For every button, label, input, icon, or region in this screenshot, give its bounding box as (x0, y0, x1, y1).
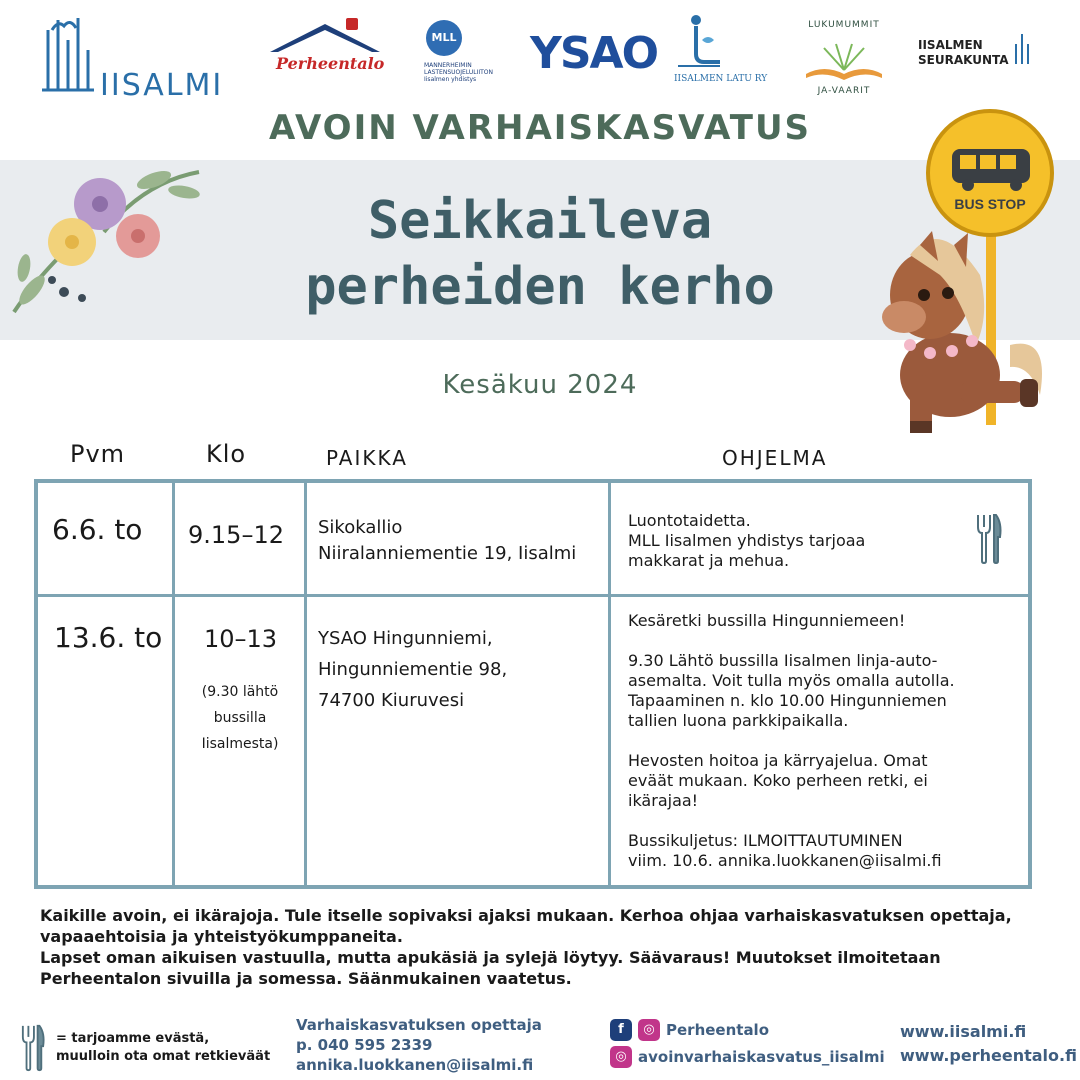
row2-time-note (182, 679, 298, 757)
iisalmi-logo-text: IISALMI (100, 68, 224, 103)
event-title-line1: Seikkaileva (367, 191, 713, 251)
schedule-table (34, 479, 1032, 889)
lukumummit-top-text: LUKUMUMMIT (808, 20, 880, 30)
ysao-logo: YSAO (530, 28, 658, 79)
contact-role: Varhaiskasvatuksen opettaja (296, 1016, 542, 1034)
flowers-decoration-icon (4, 152, 204, 332)
row2-program (628, 611, 1018, 871)
iisalmi-emblem-icon (38, 10, 98, 98)
event-month: Kesäkuu 2024 (442, 370, 638, 400)
row2-program-p3: Hevosten hoitoa ja kärryajelua. Omat eväät mukaan. Koko perheen retki, ei ikärajaa! (628, 751, 928, 810)
seurakunta-logo (918, 36, 1038, 76)
skier-icon (668, 10, 728, 72)
mll-circle: MLL (426, 20, 462, 56)
row1-place (318, 515, 576, 567)
table-divider (38, 594, 1028, 597)
contact-email[interactable]: annika.luokkanen@iisalmi.fi (296, 1056, 534, 1074)
legend-line1: = tarjoamme evästä, (56, 1031, 210, 1046)
column-header-pvm: Pvm (70, 440, 126, 468)
row2-time: 10–13 (204, 625, 278, 653)
perheentalo-logo-text: Perheentalo (276, 54, 385, 73)
mll-logo (420, 16, 520, 86)
web-link-iisalmi[interactable]: www.iisalmi.fi (900, 1022, 1027, 1041)
row2-date: 13.6. to (54, 621, 163, 654)
legend (56, 1030, 270, 1066)
row1-place-line: Sikokallio (318, 517, 403, 538)
row2-time-note-line: Iisalmesta) (201, 736, 279, 752)
house-roof-icon (266, 16, 384, 56)
row2-program-p4: Bussikuljetus: ILMOITTAUTUMINEN viim. 10.6. annika.luokkanen@iisalmi.fi (628, 831, 942, 870)
row2-place-line: 74700 Kiuruvesi (318, 690, 465, 711)
row1-place-line: Niiralanniementie 19, Iisalmi (318, 543, 577, 564)
event-title-line2: perheiden kerho (305, 257, 775, 317)
cutlery-icon (974, 513, 1004, 565)
instagram-icon: ◎ (610, 1046, 632, 1068)
row1-time: 9.15–12 (188, 521, 284, 549)
facebook-icon: f (610, 1019, 632, 1041)
footer-info-line2: Lapset oman aikuisen vastuulla, mutta apukäsiä ja sylejä löytyy. Säävaraus! Muutokset ilmoitetaan Perheentalon sivuilla ja somessa. Säänmukainen vaatetus. (40, 948, 941, 988)
column-header-paikka: PAIKKA (326, 446, 408, 470)
row2-program-p2: 9.30 Lähtö bussilla Iisalmen linja-auto- asemalta. Voit tulla myös omalla autolla. Tapaaminen n. klo 10.00 Hingunniemen tallien luona parkkipaikalla. (628, 651, 955, 730)
cutlery-legend-icon (18, 1024, 48, 1072)
web-links (900, 1020, 1077, 1068)
column-header-ohjelma: OHJELMA (722, 446, 828, 470)
social-instagram-label: avoinvarhaiskasvatus_iisalmi (638, 1047, 885, 1066)
church-tower-icon (1012, 32, 1032, 66)
social-links (610, 1016, 885, 1070)
table-divider (172, 483, 175, 885)
social-perheentalo-label: Perheentalo (666, 1020, 770, 1039)
event-title (240, 188, 840, 320)
open-book-icon (794, 34, 894, 84)
instagram-icon: ◎ (638, 1019, 660, 1041)
main-heading: AVOIN VARHAISKASVATUS (268, 108, 812, 148)
web-link-perheentalo[interactable]: www.perheentalo.fi (900, 1046, 1077, 1065)
row2-place (318, 623, 507, 716)
contact-phone: p. 040 595 2339 (296, 1036, 433, 1054)
column-header-klo: Klo (206, 440, 247, 468)
contact-info (296, 1015, 542, 1075)
mll-subtext: MANNERHEIMIN LASTENSUOJELULIITON Iisalmen yhdistys (424, 62, 494, 83)
table-divider (304, 483, 307, 885)
social-perheentalo[interactable] (610, 1016, 885, 1043)
row2-place-line: Hingunniementie 98, (318, 659, 508, 680)
lukumummit-bottom-text: JA-VAARIT (817, 86, 871, 96)
row2-program-p1: Kesäretki bussilla Hingunniemeen! (628, 611, 906, 630)
latu-logo (668, 10, 768, 90)
footer-info (40, 905, 1040, 989)
legend-line2: muulloin ota omat retkieväät (56, 1049, 271, 1064)
row2-time-note-line: (9.30 lähtö (201, 684, 279, 700)
perheentalo-logo (266, 16, 384, 76)
footer-info-line1: Kaikille avoin, ei ikärajoja. Tule itselle sopivaksi ajaksi mukaan. Kerhoa ohjaa varhaiskasvatuksen opettaja, vapaaehtoisia ja yhteistyökumppaneita. (40, 906, 1012, 946)
iisalmi-logo (38, 10, 248, 103)
row2-time-note-line: bussilla (213, 710, 267, 726)
table-divider (608, 483, 611, 885)
social-instagram-avoin[interactable] (610, 1043, 885, 1070)
seurakunta-logo-text: IISALMEN SEURAKUNTA (918, 38, 1009, 67)
row1-program: Luontotaidetta. MLL Iisalmen yhdistys tarjoaa makkarat ja mehua. (628, 511, 866, 570)
row2-place-line: YSAO Hingunniemi, (318, 628, 493, 649)
row1-date: 6.6. to (52, 513, 143, 546)
lukumummit-logo (794, 20, 894, 100)
bus-stop-sign-text: BUS STOP (954, 196, 1026, 212)
latu-logo-text: IISALMEN LATU RY (674, 74, 768, 84)
